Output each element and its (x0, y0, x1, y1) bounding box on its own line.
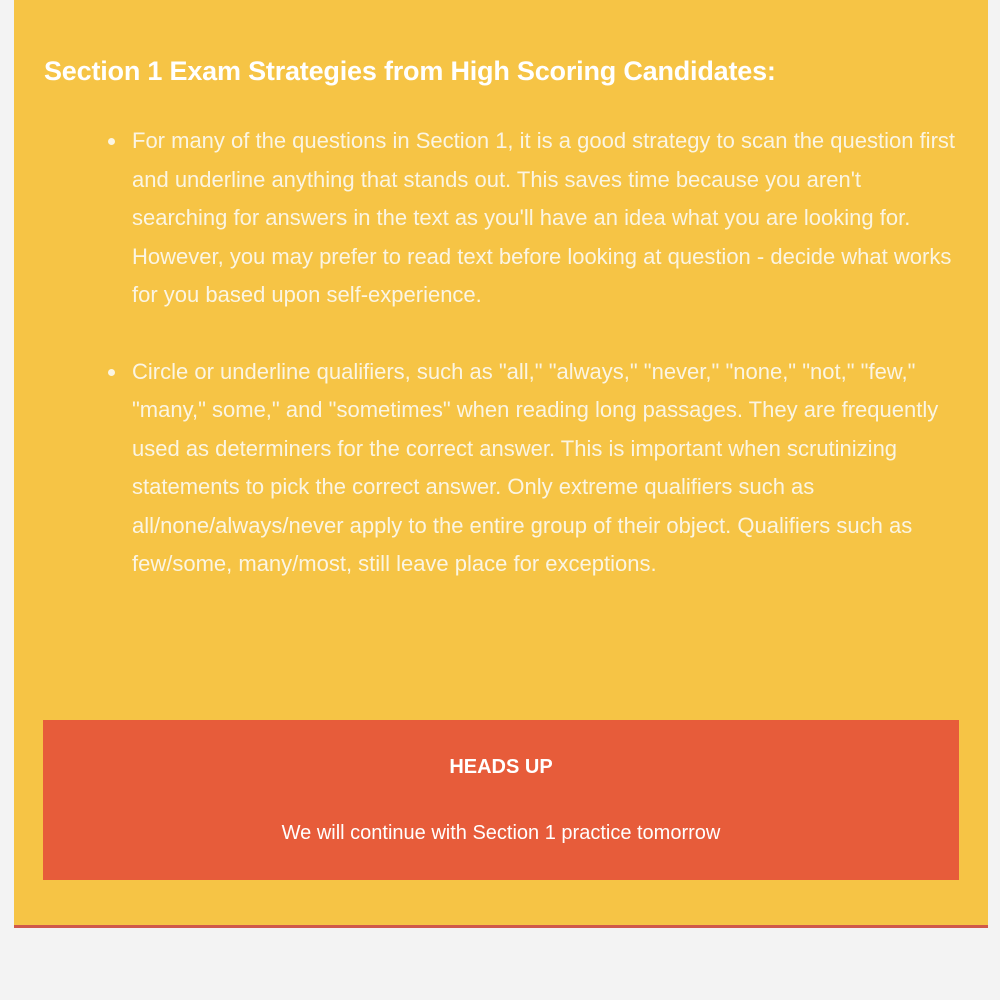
banner-text: We will continue with Section 1 practice tomorrow (281, 822, 721, 844)
strategy-list (132, 122, 962, 622)
section-title: Section 1 Exam Strategies from High Scoring Candidates: (44, 56, 776, 86)
list-item: Circle or underline qualifiers, such as "all," "always," "never," "none," "not," "few," "many," some," and "sometimes" when reading long passages. They are frequently used as determiners for the correct answer. This is important when scrutinizing statements to pick the correct answer. Only extreme qualifiers such as all/none/always/never apply to the entire group of their object. Qualifiers such as few/some, many/most, still leave place for exceptions. (132, 353, 962, 584)
banner-heading: HEADS UP (449, 756, 553, 778)
list-item: For many of the questions in Section 1, it is a good strategy to scan the question first and underline anything that stands out. This saves time because you aren't searching for answers in the text as you'll have an idea what you are looking for. However, you may prefer to read text before looking at question - decide what works for you based upon self-experience. (132, 122, 962, 315)
heads-up-banner (43, 720, 959, 880)
content-card (14, 0, 988, 928)
